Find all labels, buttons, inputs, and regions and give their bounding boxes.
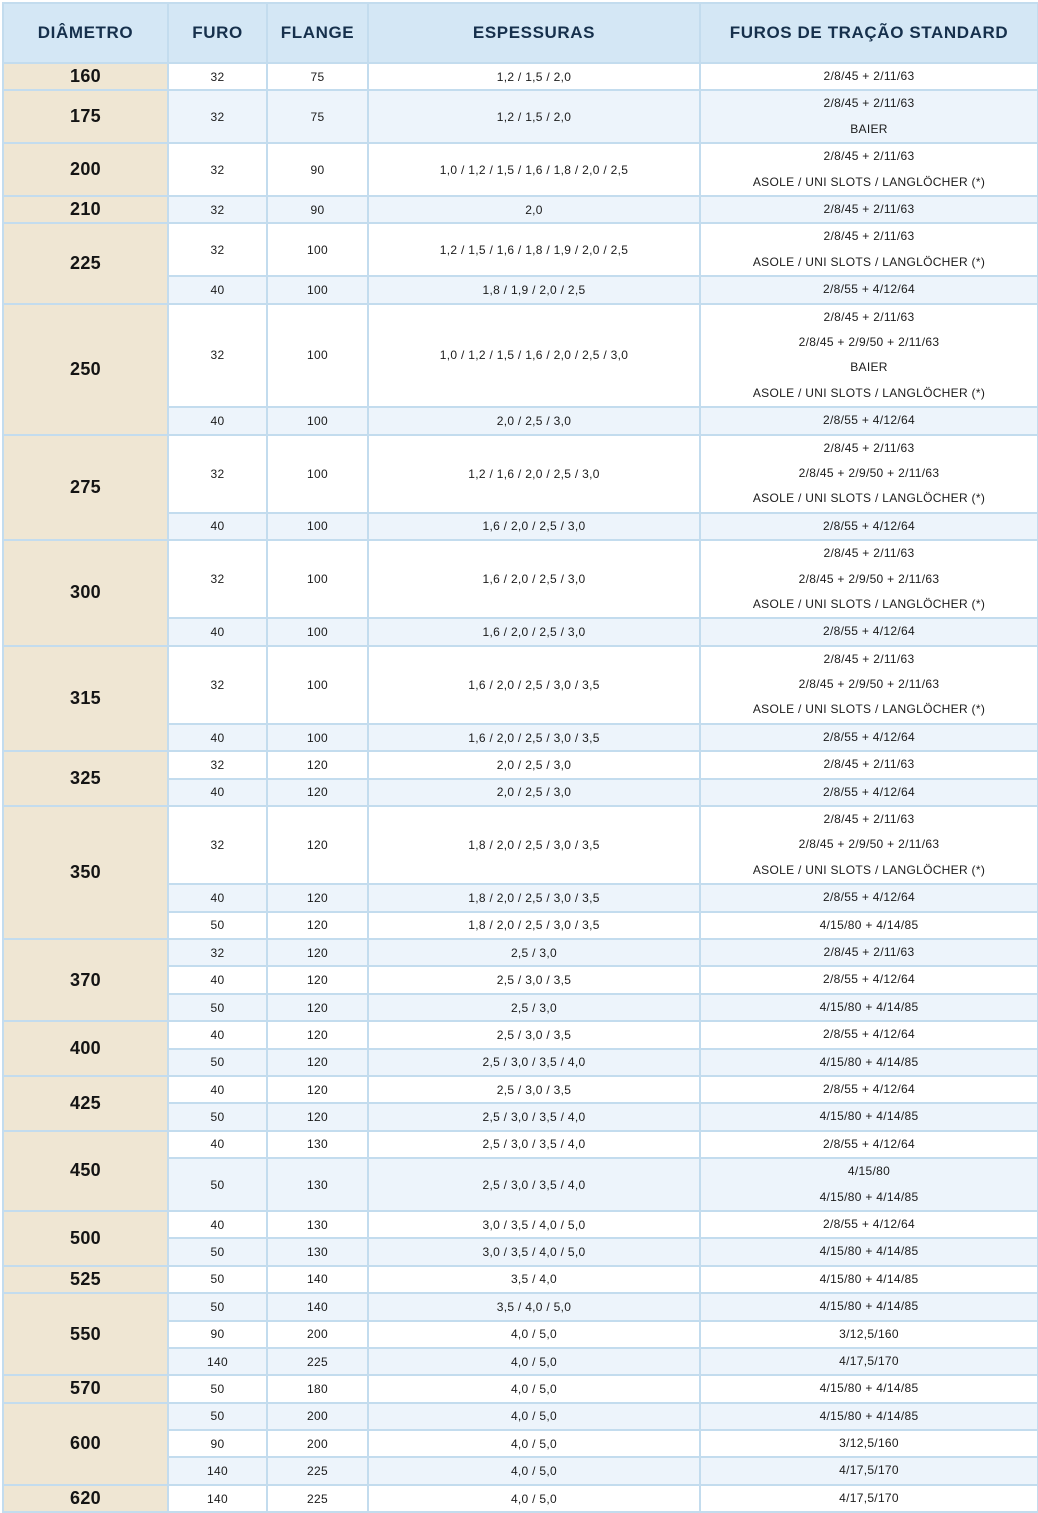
espessuras-cell: 1,8 / 2,0 / 2,5 / 3,0 / 3,5 bbox=[368, 912, 700, 939]
furo-cell: 40 bbox=[168, 618, 267, 645]
diameter-cell: 400 bbox=[3, 1021, 168, 1076]
furos-tracao-line: ASOLE / UNI SLOTS / LANGLÖCHER (*) bbox=[752, 862, 986, 877]
flange-cell: 140 bbox=[267, 1293, 368, 1320]
table-header bbox=[3, 3, 1038, 63]
diameter-cell: 325 bbox=[3, 751, 168, 806]
furo-cell: 50 bbox=[168, 994, 267, 1021]
furos-tracao-cell bbox=[700, 63, 1038, 90]
flange-cell: 200 bbox=[267, 1321, 368, 1348]
furos-tracao-cell bbox=[700, 1375, 1038, 1402]
furos-tracao-line: 2/8/45 + 2/9/50 + 2/11/63 bbox=[798, 677, 940, 692]
furos-tracao-cell bbox=[700, 1266, 1038, 1293]
flange-cell: 120 bbox=[267, 966, 368, 993]
furos-tracao-line: 3/12,5/160 bbox=[839, 1436, 899, 1451]
espessuras-cell: 2,5 / 3,0 / 3,5 / 4,0 bbox=[368, 1158, 700, 1211]
flange-cell: 120 bbox=[267, 751, 368, 778]
diameter-cell: 550 bbox=[3, 1293, 168, 1375]
furos-tracao-cell bbox=[700, 304, 1038, 408]
furo-cell: 140 bbox=[168, 1348, 267, 1375]
furo-cell: 140 bbox=[168, 1457, 267, 1484]
espessuras-cell: 3,5 / 4,0 bbox=[368, 1266, 700, 1293]
flange-cell: 225 bbox=[267, 1485, 368, 1512]
furos-tracao-cell bbox=[700, 1485, 1038, 1512]
espessuras-cell: 4,0 / 5,0 bbox=[368, 1430, 700, 1457]
furos-tracao-line: 2/8/55 + 4/12/64 bbox=[823, 972, 915, 987]
furo-cell: 32 bbox=[168, 90, 267, 143]
flange-cell: 100 bbox=[267, 513, 368, 540]
furos-tracao-line: 4/17,5/170 bbox=[839, 1490, 899, 1505]
furos-tracao-cell bbox=[700, 618, 1038, 645]
table-row bbox=[3, 196, 1038, 223]
espessuras-cell: 1,0 / 1,2 / 1,5 / 1,6 / 2,0 / 2,5 / 3,0 bbox=[368, 304, 700, 408]
furo-cell: 50 bbox=[168, 912, 267, 939]
table-row bbox=[3, 435, 1038, 513]
table-row bbox=[3, 1293, 1038, 1320]
espessuras-cell: 3,0 / 3,5 / 4,0 / 5,0 bbox=[368, 1211, 700, 1238]
flange-cell: 130 bbox=[267, 1131, 368, 1158]
furo-cell: 32 bbox=[168, 751, 267, 778]
diameter-cell: 525 bbox=[3, 1266, 168, 1293]
flange-cell: 200 bbox=[267, 1430, 368, 1457]
flange-cell: 100 bbox=[267, 618, 368, 645]
furos-tracao-cell bbox=[700, 1021, 1038, 1048]
furo-cell: 90 bbox=[168, 1321, 267, 1348]
flange-cell: 100 bbox=[267, 276, 368, 303]
furos-tracao-cell bbox=[700, 1103, 1038, 1130]
espessuras-cell: 2,5 / 3,0 / 3,5 bbox=[368, 1021, 700, 1048]
furos-tracao-cell bbox=[700, 143, 1038, 196]
furo-cell: 90 bbox=[168, 1430, 267, 1457]
espessuras-cell: 2,5 / 3,0 / 3,5 / 4,0 bbox=[368, 1103, 700, 1130]
furo-cell: 40 bbox=[168, 724, 267, 751]
table-row bbox=[3, 90, 1038, 143]
table-row bbox=[3, 1021, 1038, 1048]
furos-tracao-line: ASOLE / UNI SLOTS / LANGLÖCHER (*) bbox=[752, 596, 986, 611]
furos-tracao-line: 4/15/80 bbox=[847, 1164, 891, 1179]
furos-tracao-cell bbox=[700, 513, 1038, 540]
furos-tracao-line: BAIER bbox=[850, 360, 888, 375]
diameter-cell: 200 bbox=[3, 143, 168, 196]
header-row bbox=[3, 3, 1038, 63]
furos-tracao-cell bbox=[700, 196, 1038, 223]
furo-cell: 40 bbox=[168, 966, 267, 993]
espessuras-cell: 1,6 / 2,0 / 2,5 / 3,0 bbox=[368, 618, 700, 645]
table-row bbox=[3, 646, 1038, 724]
furos-tracao-line: 2/8/45 + 2/11/63 bbox=[823, 201, 915, 216]
flange-cell: 120 bbox=[267, 1076, 368, 1103]
furos-tracao-cell bbox=[700, 1158, 1038, 1211]
furos-tracao-cell bbox=[700, 1049, 1038, 1076]
diameter-cell: 570 bbox=[3, 1375, 168, 1402]
header-furos-tracao: FUROS DE TRAÇÃO STANDARD bbox=[700, 3, 1038, 63]
flange-cell: 225 bbox=[267, 1457, 368, 1484]
furo-cell: 40 bbox=[168, 1211, 267, 1238]
table-row bbox=[3, 63, 1038, 90]
espessuras-cell: 2,5 / 3,0 / 3,5 / 4,0 bbox=[368, 1049, 700, 1076]
furos-tracao-line: ASOLE / UNI SLOTS / LANGLÖCHER (*) bbox=[752, 491, 986, 506]
espessuras-cell: 4,0 / 5,0 bbox=[368, 1457, 700, 1484]
espessuras-cell: 1,2 / 1,5 / 2,0 bbox=[368, 90, 700, 143]
furo-cell: 32 bbox=[168, 304, 267, 408]
furo-cell: 40 bbox=[168, 407, 267, 434]
table-row bbox=[3, 1076, 1038, 1103]
flange-cell: 100 bbox=[267, 646, 368, 724]
furos-tracao-line: 2/8/55 + 4/12/64 bbox=[823, 890, 915, 905]
furos-tracao-cell bbox=[700, 1293, 1038, 1320]
furo-cell: 50 bbox=[168, 1238, 267, 1265]
furos-tracao-cell bbox=[700, 1457, 1038, 1484]
diameter-cell: 500 bbox=[3, 1211, 168, 1266]
table-row bbox=[3, 1375, 1038, 1402]
furo-cell: 40 bbox=[168, 1021, 267, 1048]
furos-tracao-line: 3/12,5/160 bbox=[839, 1326, 899, 1341]
flange-cell: 130 bbox=[267, 1158, 368, 1211]
diameter-cell: 450 bbox=[3, 1131, 168, 1211]
header-furo: FURO bbox=[168, 3, 267, 63]
furo-cell: 32 bbox=[168, 939, 267, 966]
furo-cell: 50 bbox=[168, 1293, 267, 1320]
table-row bbox=[3, 1211, 1038, 1238]
espessuras-cell: 3,5 / 4,0 / 5,0 bbox=[368, 1293, 700, 1320]
flange-cell: 100 bbox=[267, 407, 368, 434]
furos-tracao-line: 4/15/80 + 4/14/85 bbox=[819, 1271, 919, 1286]
flange-cell: 120 bbox=[267, 884, 368, 911]
flange-cell: 225 bbox=[267, 1348, 368, 1375]
flange-cell: 100 bbox=[267, 540, 368, 618]
table-row bbox=[3, 304, 1038, 408]
furos-tracao-line: 2/8/45 + 2/9/50 + 2/11/63 bbox=[798, 571, 940, 586]
furos-tracao-cell bbox=[700, 1238, 1038, 1265]
furos-tracao-line: 2/8/55 + 4/12/64 bbox=[823, 413, 915, 428]
furos-tracao-line: 2/8/55 + 4/12/64 bbox=[823, 1136, 915, 1151]
diameter-cell: 620 bbox=[3, 1485, 168, 1512]
furos-tracao-cell bbox=[700, 646, 1038, 724]
furos-tracao-cell bbox=[700, 939, 1038, 966]
furo-cell: 50 bbox=[168, 1158, 267, 1211]
flange-cell: 100 bbox=[267, 724, 368, 751]
table-row bbox=[3, 143, 1038, 196]
flange-cell: 120 bbox=[267, 806, 368, 884]
furos-tracao-line: 2/8/45 + 2/11/63 bbox=[823, 757, 915, 772]
flange-cell: 120 bbox=[267, 939, 368, 966]
furos-tracao-line: 2/8/45 + 2/11/63 bbox=[823, 945, 915, 960]
furo-cell: 40 bbox=[168, 276, 267, 303]
furos-tracao-line: 4/15/80 + 4/14/85 bbox=[819, 1408, 919, 1423]
espessuras-cell: 1,0 / 1,2 / 1,5 / 1,6 / 1,8 / 2,0 / 2,5 bbox=[368, 143, 700, 196]
espessuras-cell: 1,8 / 1,9 / 2,0 / 2,5 bbox=[368, 276, 700, 303]
furos-tracao-cell bbox=[700, 223, 1038, 276]
furo-cell: 32 bbox=[168, 223, 267, 276]
furos-tracao-line: 2/8/45 + 2/11/63 bbox=[823, 229, 915, 244]
diameter-cell: 275 bbox=[3, 435, 168, 541]
furo-cell: 32 bbox=[168, 143, 267, 196]
furos-tracao-cell bbox=[700, 724, 1038, 751]
diameter-cell: 370 bbox=[3, 939, 168, 1021]
furo-cell: 32 bbox=[168, 646, 267, 724]
furos-tracao-line: 2/8/45 + 2/9/50 + 2/11/63 bbox=[798, 837, 940, 852]
furos-tracao-line: 4/15/80 + 4/14/85 bbox=[819, 999, 919, 1014]
espessuras-cell: 2,5 / 3,0 bbox=[368, 939, 700, 966]
espessuras-cell: 2,0 / 2,5 / 3,0 bbox=[368, 779, 700, 806]
furos-tracao-cell bbox=[700, 1131, 1038, 1158]
espessuras-cell: 4,0 / 5,0 bbox=[368, 1348, 700, 1375]
flange-cell: 120 bbox=[267, 994, 368, 1021]
furos-tracao-cell bbox=[700, 751, 1038, 778]
furos-tracao-cell bbox=[700, 1076, 1038, 1103]
flange-cell: 90 bbox=[267, 196, 368, 223]
espessuras-cell: 2,5 / 3,0 / 3,5 bbox=[368, 966, 700, 993]
furos-tracao-line: 2/8/45 + 2/11/63 bbox=[823, 96, 915, 111]
furo-cell: 32 bbox=[168, 196, 267, 223]
furos-tracao-line: 4/15/80 + 4/14/85 bbox=[819, 917, 919, 932]
flange-cell: 200 bbox=[267, 1403, 368, 1430]
furos-tracao-cell bbox=[700, 884, 1038, 911]
furos-tracao-cell bbox=[700, 806, 1038, 884]
furos-tracao-cell bbox=[700, 994, 1038, 1021]
furos-tracao-line: 2/8/45 + 2/11/63 bbox=[823, 309, 915, 324]
espessuras-cell: 2,0 / 2,5 / 3,0 bbox=[368, 751, 700, 778]
furos-tracao-line: 4/17,5/170 bbox=[839, 1353, 899, 1368]
espessuras-cell: 1,6 / 2,0 / 2,5 / 3,0 bbox=[368, 513, 700, 540]
furos-tracao-line: 4/15/80 + 4/14/85 bbox=[819, 1299, 919, 1314]
diameter-cell: 250 bbox=[3, 304, 168, 435]
furos-tracao-cell bbox=[700, 1348, 1038, 1375]
flange-cell: 75 bbox=[267, 63, 368, 90]
flange-cell: 140 bbox=[267, 1266, 368, 1293]
furo-cell: 40 bbox=[168, 513, 267, 540]
table-row bbox=[3, 540, 1038, 618]
furos-tracao-line: 2/8/45 + 2/11/63 bbox=[823, 546, 915, 561]
furos-tracao-line: 2/8/55 + 4/12/64 bbox=[823, 729, 915, 744]
furos-tracao-cell bbox=[700, 407, 1038, 434]
espessuras-cell: 1,6 / 2,0 / 2,5 / 3,0 / 3,5 bbox=[368, 646, 700, 724]
furo-cell: 32 bbox=[168, 63, 267, 90]
espessuras-cell: 4,0 / 5,0 bbox=[368, 1375, 700, 1402]
diameter-cell: 600 bbox=[3, 1403, 168, 1485]
table-row bbox=[3, 1485, 1038, 1512]
furos-tracao-line: 4/15/80 + 4/14/85 bbox=[819, 1244, 919, 1259]
furo-cell: 50 bbox=[168, 1049, 267, 1076]
furos-tracao-line: 2/8/55 + 4/12/64 bbox=[823, 1216, 915, 1231]
furos-tracao-line: 2/8/45 + 2/11/63 bbox=[823, 69, 915, 83]
diameter-cell: 425 bbox=[3, 1076, 168, 1131]
diameter-cell: 300 bbox=[3, 540, 168, 646]
espessuras-cell: 1,8 / 2,0 / 2,5 / 3,0 / 3,5 bbox=[368, 806, 700, 884]
furos-tracao-line: 2/8/45 + 2/11/63 bbox=[823, 651, 915, 666]
flange-cell: 100 bbox=[267, 435, 368, 513]
furo-cell: 32 bbox=[168, 435, 267, 513]
furos-tracao-line: 4/15/80 + 4/14/85 bbox=[819, 1189, 919, 1204]
espessuras-cell: 2,5 / 3,0 / 3,5 / 4,0 bbox=[368, 1131, 700, 1158]
furos-tracao-line: 2/8/55 + 4/12/64 bbox=[823, 518, 915, 533]
furos-tracao-line: 2/8/45 + 2/9/50 + 2/11/63 bbox=[798, 465, 940, 480]
espessuras-cell: 4,0 / 5,0 bbox=[368, 1321, 700, 1348]
diameter-cell: 210 bbox=[3, 196, 168, 223]
furos-tracao-line: 4/15/80 + 4/14/85 bbox=[819, 1381, 919, 1396]
furos-tracao-line: 2/8/45 + 2/9/50 + 2/11/63 bbox=[798, 334, 940, 349]
espessuras-cell: 2,0 bbox=[368, 196, 700, 223]
flange-cell: 130 bbox=[267, 1238, 368, 1265]
flange-cell: 120 bbox=[267, 1049, 368, 1076]
table-row bbox=[3, 1266, 1038, 1293]
furos-tracao-cell bbox=[700, 540, 1038, 618]
furo-cell: 40 bbox=[168, 779, 267, 806]
espessuras-cell: 2,0 / 2,5 / 3,0 bbox=[368, 407, 700, 434]
furo-cell: 50 bbox=[168, 1403, 267, 1430]
espessuras-cell: 1,6 / 2,0 / 2,5 / 3,0 bbox=[368, 540, 700, 618]
diameter-cell: 160 bbox=[3, 63, 168, 90]
furos-tracao-line: 2/8/45 + 2/11/63 bbox=[823, 812, 915, 827]
espessuras-cell: 4,0 / 5,0 bbox=[368, 1403, 700, 1430]
furo-cell: 32 bbox=[168, 540, 267, 618]
flange-cell: 180 bbox=[267, 1375, 368, 1402]
furos-tracao-line: 2/8/55 + 4/12/64 bbox=[823, 282, 915, 297]
flange-cell: 75 bbox=[267, 90, 368, 143]
furo-cell: 32 bbox=[168, 806, 267, 884]
furos-tracao-line: BAIER bbox=[850, 121, 888, 136]
flange-cell: 120 bbox=[267, 1103, 368, 1130]
furos-tracao-cell bbox=[700, 1211, 1038, 1238]
espessuras-cell: 1,8 / 2,0 / 2,5 / 3,0 / 3,5 bbox=[368, 884, 700, 911]
furos-tracao-cell bbox=[700, 276, 1038, 303]
furos-tracao-line: ASOLE / UNI SLOTS / LANGLÖCHER (*) bbox=[752, 174, 986, 189]
furo-cell: 50 bbox=[168, 1266, 267, 1293]
furos-tracao-line: ASOLE / UNI SLOTS / LANGLÖCHER (*) bbox=[752, 702, 986, 717]
espessuras-cell: 2,5 / 3,0 / 3,5 bbox=[368, 1076, 700, 1103]
furos-tracao-line: 2/8/55 + 4/12/64 bbox=[823, 784, 915, 799]
furos-tracao-line: 2/8/55 + 4/12/64 bbox=[823, 1081, 915, 1096]
header-diametro: DIÂMETRO bbox=[3, 3, 168, 63]
furos-tracao-cell bbox=[700, 90, 1038, 143]
furos-tracao-line: 2/8/55 + 4/12/64 bbox=[823, 624, 915, 639]
furos-tracao-line: 4/15/80 + 4/14/85 bbox=[819, 1054, 919, 1069]
flange-cell: 100 bbox=[267, 223, 368, 276]
espessuras-cell: 2,5 / 3,0 bbox=[368, 994, 700, 1021]
furos-tracao-cell bbox=[700, 1430, 1038, 1457]
diameter-cell: 315 bbox=[3, 646, 168, 752]
furos-tracao-cell bbox=[700, 435, 1038, 513]
table-row bbox=[3, 1403, 1038, 1430]
table-row bbox=[3, 1131, 1038, 1158]
diameter-cell: 350 bbox=[3, 806, 168, 939]
table-body bbox=[3, 63, 1038, 1512]
flange-cell: 120 bbox=[267, 779, 368, 806]
furo-cell: 140 bbox=[168, 1485, 267, 1512]
furos-tracao-line: 2/8/45 + 2/11/63 bbox=[823, 440, 915, 455]
furos-tracao-line: 4/15/80 + 4/14/85 bbox=[819, 1109, 919, 1124]
furos-tracao-cell bbox=[700, 912, 1038, 939]
furo-cell: 40 bbox=[168, 1131, 267, 1158]
flange-cell: 120 bbox=[267, 1021, 368, 1048]
flange-cell: 100 bbox=[267, 304, 368, 408]
specification-table bbox=[2, 2, 1038, 1513]
furos-tracao-cell bbox=[700, 966, 1038, 993]
furos-tracao-cell bbox=[700, 1321, 1038, 1348]
furo-cell: 50 bbox=[168, 1103, 267, 1130]
furos-tracao-line: ASOLE / UNI SLOTS / LANGLÖCHER (*) bbox=[752, 385, 986, 400]
table-row bbox=[3, 939, 1038, 966]
flange-cell: 90 bbox=[267, 143, 368, 196]
diameter-cell: 175 bbox=[3, 90, 168, 143]
flange-cell: 130 bbox=[267, 1211, 368, 1238]
table-row bbox=[3, 223, 1038, 276]
furo-cell: 40 bbox=[168, 884, 267, 911]
furos-tracao-cell bbox=[700, 1403, 1038, 1430]
espessuras-cell: 1,6 / 2,0 / 2,5 / 3,0 / 3,5 bbox=[368, 724, 700, 751]
table-row bbox=[3, 806, 1038, 884]
furos-tracao-line: 2/8/55 + 4/12/64 bbox=[823, 1027, 915, 1042]
diameter-cell: 225 bbox=[3, 223, 168, 303]
furo-cell: 40 bbox=[168, 1076, 267, 1103]
header-flange: FLANGE bbox=[267, 3, 368, 63]
furo-cell: 50 bbox=[168, 1375, 267, 1402]
espessuras-cell: 1,2 / 1,5 / 1,6 / 1,8 / 1,9 / 2,0 / 2,5 bbox=[368, 223, 700, 276]
furos-tracao-line: 4/17,5/170 bbox=[839, 1463, 899, 1478]
furos-tracao-cell bbox=[700, 779, 1038, 806]
espessuras-cell: 4,0 / 5,0 bbox=[368, 1485, 700, 1512]
flange-cell: 120 bbox=[267, 912, 368, 939]
furos-tracao-line: ASOLE / UNI SLOTS / LANGLÖCHER (*) bbox=[752, 254, 986, 269]
espessuras-cell: 1,2 / 1,6 / 2,0 / 2,5 / 3,0 bbox=[368, 435, 700, 513]
table-row bbox=[3, 751, 1038, 778]
espessuras-cell: 1,2 / 1,5 / 2,0 bbox=[368, 63, 700, 90]
furos-tracao-line: 2/8/45 + 2/11/63 bbox=[823, 149, 915, 164]
header-espessuras: ESPESSURAS bbox=[368, 3, 700, 63]
espessuras-cell: 3,0 / 3,5 / 4,0 / 5,0 bbox=[368, 1238, 700, 1265]
